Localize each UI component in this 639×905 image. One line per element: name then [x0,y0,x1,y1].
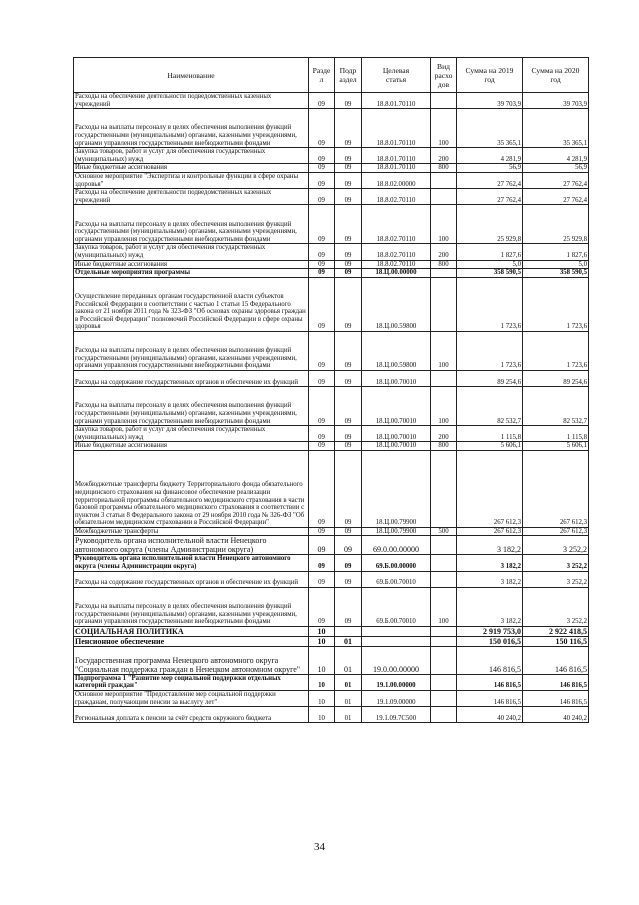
header-podrazdel: Подр аздел [335,58,362,93]
table-row [74,426,589,442]
cell-celevaya-statya: 18.Ц.00.59800 [362,277,431,331]
cell-razdel: 09 [309,331,335,370]
cell-sum-2019: 27 762,4 [457,189,523,205]
cell-vid-rashodov [431,269,457,278]
table-row [74,164,589,173]
cell-name: Расходы на выплаты персоналу в целях обеспечения выполнения функций государственными (муниципальными) органами, казенными учреждениями, органами управления государственными внебюджетными фондами [74,205,309,244]
cell-podrazdel: 09 [335,277,362,331]
cell-celevaya-statya: 18.8.01.70110 [362,109,431,148]
cell-podrazdel: 09 [335,189,362,205]
cell-sum-2019: 82 532,7 [457,387,523,426]
cell-sum-2019: 146 816,5 [457,691,523,707]
cell-name: Основное мероприятие "Экспертиза и контрольные функции в сфере охраны здоровья" [74,172,309,188]
cell-sum-2019: 267 612,3 [457,527,523,536]
table-row [74,450,589,527]
cell-sum-2019: 25 929,8 [457,205,523,244]
cell-sum-2019: 2 919 753,0 [457,626,523,636]
cell-sum-2020: 1 723,6 [523,331,589,370]
cell-razdel: 09 [309,269,335,278]
cell-sum-2019: 1 723,6 [457,277,523,331]
cell-celevaya-statya: 18.8.02.00000 [362,172,431,188]
cell-sum-2020: 1 827,6 [523,244,589,260]
cell-sum-2019: 27 762,4 [457,172,523,188]
cell-celevaya-statya: 18.8.01.70110 [362,164,431,173]
cell-razdel: 09 [309,148,335,164]
cell-podrazdel: 01 [335,636,362,646]
cell-razdel: 10 [309,691,335,707]
cell-celevaya-statya: 69.Б.00.00000 [362,555,431,571]
cell-sum-2019: 5 606,1 [457,442,523,451]
cell-razdel: 09 [309,205,335,244]
table-row [74,277,589,331]
cell-podrazdel: 09 [335,370,362,386]
cell-podrazdel: 01 [335,707,362,723]
cell-sum-2020: 39 703,9 [523,93,589,109]
cell-sum-2019: 3 182,2 [457,587,523,626]
cell-sum-2019: 150 016,5 [457,636,523,646]
cell-sum-2020: 1 723,6 [523,277,589,331]
budget-table [73,57,589,723]
cell-name: Расходы на содержание государственных органов и обеспечение их функций [74,370,309,386]
table-row [74,587,589,626]
cell-razdel: 09 [309,109,335,148]
cell-sum-2019: 56,9 [457,164,523,173]
cell-name: Иные бюджетные ассигнования [74,442,309,451]
cell-sum-2019: 3 182,2 [457,571,523,587]
table-row [74,269,589,278]
cell-razdel: 09 [309,450,335,527]
cell-vid-rashodov: 500 [431,527,457,536]
cell-celevaya-statya: 18.8.02.70110 [362,205,431,244]
cell-name: Осуществление переданных органам государственной власти субъектов Российской Федерации в соответствии с частью 1 статьи 15 Федерального закона от 21 ноября 2011 года № 323-ФЗ "Об основах охраны здоровья граждан в Российской Федерации" полномочий Российской Федерации в сфере охраны здоровья [74,277,309,331]
cell-celevaya-statya: 69.0.00.00000 [362,536,431,555]
cell-celevaya-statya [362,636,431,646]
cell-razdel: 10 [309,707,335,723]
cell-celevaya-statya: 18.8.02.70110 [362,260,431,269]
cell-vid-rashodov: 800 [431,164,457,173]
cell-podrazdel: 09 [335,269,362,278]
cell-podrazdel: 09 [335,172,362,188]
cell-vid-rashodov: 100 [431,331,457,370]
cell-sum-2019: 39 703,9 [457,93,523,109]
cell-name: Расходы на содержание государственных органов и обеспечение их функций [74,571,309,587]
cell-celevaya-statya: 18.Ц.00.70010 [362,370,431,386]
cell-vid-rashodov [431,646,457,674]
cell-celevaya-statya: 19.1.09.7С500 [362,707,431,723]
cell-sum-2019: 146 816,5 [457,674,523,690]
cell-name: Иные бюджетные ассигнования [74,260,309,269]
cell-sum-2020: 267 612,3 [523,527,589,536]
cell-sum-2020: 2 922 418,5 [523,626,589,636]
cell-name: СОЦИАЛЬНАЯ ПОЛИТИКА [74,626,309,636]
page-number: 34 [314,841,325,853]
cell-celevaya-statya: 18.Ц.00.70010 [362,442,431,451]
cell-name: Расходы на выплаты персоналу в целях обеспечения выполнения функций государственными (муниципальными) органами, казенными учреждениями, органами управления государственными внебюджетными фондами [74,387,309,426]
cell-podrazdel [335,626,362,636]
cell-vid-rashodov: 100 [431,387,457,426]
cell-vid-rashodov: 200 [431,148,457,164]
cell-razdel: 09 [309,536,335,555]
cell-vid-rashodov [431,626,457,636]
cell-sum-2019: 358 590,5 [457,269,523,278]
cell-vid-rashodov [431,172,457,188]
cell-razdel: 09 [309,442,335,451]
cell-podrazdel: 09 [335,527,362,536]
table-row [74,260,589,269]
cell-vid-rashodov: 100 [431,205,457,244]
cell-sum-2020: 5,0 [523,260,589,269]
cell-sum-2019: 1 827,6 [457,244,523,260]
cell-sum-2020: 89 254,6 [523,370,589,386]
cell-sum-2019: 267 612,3 [457,450,523,527]
cell-sum-2020: 27 762,4 [523,172,589,188]
cell-celevaya-statya: 18.Ц.00.70010 [362,426,431,442]
cell-vid-rashodov [431,707,457,723]
cell-name: Закупка товаров, работ и услуг для обеспечения государственных (муниципальных) нужд [74,426,309,442]
table-row [74,636,589,646]
cell-name: Расходы на выплаты персоналу в целях обеспечения выполнения функций государственными (муниципальными) органами, казенными учреждениями, органами управления государственными внебюджетными фондами [74,109,309,148]
table-row [74,331,589,370]
cell-sum-2019: 35 365,1 [457,109,523,148]
cell-celevaya-statya: 19.1.00.00000 [362,674,431,690]
cell-name: Иные бюджетные ассигнования [74,164,309,173]
cell-sum-2020: 3 252,2 [523,555,589,571]
cell-sum-2020: 1 115,8 [523,426,589,442]
cell-razdel: 09 [309,370,335,386]
cell-sum-2020: 146 816,5 [523,646,589,674]
cell-razdel: 09 [309,244,335,260]
cell-podrazdel: 09 [335,93,362,109]
cell-podrazdel: 09 [335,244,362,260]
cell-razdel: 10 [309,646,335,674]
cell-podrazdel: 09 [335,536,362,555]
cell-razdel: 09 [309,189,335,205]
budget-table-page [73,57,588,723]
cell-name: Руководитель органа исполнительной власти Ненецкого автономного округа (члены Администрации округа) [74,536,309,555]
table-row [74,205,589,244]
cell-celevaya-statya: 18.Ц.00.00000 [362,269,431,278]
cell-sum-2020: 5 606,1 [523,442,589,451]
cell-vid-rashodov [431,93,457,109]
cell-vid-rashodov: 100 [431,587,457,626]
cell-name: Межбюджетные трансферты бюджету Территориального фонда обязательного медицинского страхования на финансовое обеспечение реализации территориальной программы обязательного медицинского страхования в части базовой программы обязательного медицинского страхования в соответствии с пунктом 3 статьи 8 Федерального закона от 29 ноября 2010 года № 326-ФЗ "Об обязательном медицинском страховании в Российской Федерации" [74,450,309,527]
cell-podrazdel: 09 [335,571,362,587]
cell-vid-rashodov: 100 [431,109,457,148]
cell-razdel: 09 [309,426,335,442]
cell-vid-rashodov: 800 [431,442,457,451]
cell-celevaya-statya: 18.8.02.70110 [362,189,431,205]
cell-name: Государственная программа Ненецкого автономного округа "Социальная поддержка граждан в Ненецком автономном округе" [74,646,309,674]
cell-sum-2019: 146 816,5 [457,646,523,674]
cell-name: Пенсионное обеспечение [74,636,309,646]
cell-sum-2020: 25 929,8 [523,205,589,244]
cell-vid-rashodov [431,450,457,527]
cell-celevaya-statya: 19.1.09.00000 [362,691,431,707]
table-body [74,93,589,723]
cell-name: Расходы на обеспечение деятельности подведомственных казенных учреждений [74,189,309,205]
cell-razdel: 09 [309,172,335,188]
cell-vid-rashodov [431,189,457,205]
cell-podrazdel: 09 [335,205,362,244]
cell-vid-rashodov: 200 [431,426,457,442]
cell-vid-rashodov [431,691,457,707]
table-row [74,442,589,451]
cell-vid-rashodov [431,571,457,587]
table-row [74,674,589,690]
cell-vid-rashodov [431,636,457,646]
cell-podrazdel: 09 [335,148,362,164]
cell-name: Региональная доплата к пенсии за счёт средств окружного бюджета [74,707,309,723]
cell-razdel: 10 [309,674,335,690]
cell-sum-2019: 89 254,6 [457,370,523,386]
cell-name: Закупка товаров, работ и услуг для обеспечения государственных (муниципальных) нужд [74,244,309,260]
cell-celevaya-statya: 18.Ц.00.79900 [362,527,431,536]
cell-celevaya-statya: 19.0.00.00000 [362,646,431,674]
cell-sum-2019: 3 182,2 [457,536,523,555]
cell-name: Расходы на выплаты персоналу в целях обеспечения выполнения функций государственными (муниципальными) органами, казенными учреждениями, органами управления государственными внебюджетными фондами [74,587,309,626]
header-name: Наименование [74,58,309,93]
cell-podrazdel: 09 [335,387,362,426]
cell-razdel: 09 [309,527,335,536]
table-row [74,189,589,205]
cell-razdel: 09 [309,260,335,269]
table-row [74,707,589,723]
cell-celevaya-statya: 18.8.01.70110 [362,93,431,109]
cell-name: Подпрограмма 1 "Развитие мер социальной поддержки отдельных категорий граждан" [74,674,309,690]
table-row [74,536,589,555]
cell-vid-rashodov [431,370,457,386]
cell-celevaya-statya: 18.Ц.00.70010 [362,387,431,426]
cell-sum-2020: 27 762,4 [523,189,589,205]
cell-name: Расходы на выплаты персоналу в целях обеспечения выполнения функций государственными (муниципальными) органами, казенными учреждениями, органами управления государственными внебюджетными фондами [74,331,309,370]
cell-podrazdel: 09 [335,450,362,527]
table-row [74,172,589,188]
header-vid-rashodov: Вид расхо дов [431,58,457,93]
cell-name: Руководитель органа исполнительной власти Ненецкого автономного округа (члены Администрации округа) [74,555,309,571]
cell-podrazdel: 09 [335,331,362,370]
cell-celevaya-statya: 18.Ц.00.59800 [362,331,431,370]
cell-podrazdel: 09 [335,164,362,173]
cell-vid-rashodov: 800 [431,260,457,269]
table-row [74,387,589,426]
cell-sum-2020: 146 816,5 [523,674,589,690]
cell-sum-2020: 146 816,5 [523,691,589,707]
cell-sum-2019: 1 723,6 [457,331,523,370]
cell-sum-2019: 4 281,9 [457,148,523,164]
table-row [74,93,589,109]
cell-sum-2019: 1 115,8 [457,426,523,442]
cell-sum-2020: 3 252,2 [523,571,589,587]
cell-sum-2020: 150 116,5 [523,636,589,646]
table-header-row [74,58,589,93]
table-row [74,626,589,636]
cell-sum-2020: 267 612,3 [523,450,589,527]
cell-sum-2019: 5,0 [457,260,523,269]
cell-razdel: 09 [309,164,335,173]
cell-sum-2019: 40 240,2 [457,707,523,723]
cell-razdel: 09 [309,93,335,109]
cell-sum-2020: 35 365,1 [523,109,589,148]
header-celevaya-statya: Целевая статья [362,58,431,93]
cell-celevaya-statya: 18.8.02.70110 [362,244,431,260]
cell-celevaya-statya: 18.8.01.70110 [362,148,431,164]
cell-vid-rashodov: 200 [431,244,457,260]
cell-celevaya-statya: 18.Ц.00.79900 [362,450,431,527]
cell-vid-rashodov [431,277,457,331]
table-row [74,555,589,571]
cell-sum-2020: 358 590,5 [523,269,589,278]
table-row [74,571,589,587]
cell-razdel: 09 [309,555,335,571]
table-row [74,109,589,148]
cell-podrazdel: 09 [335,109,362,148]
cell-sum-2020: 3 252,2 [523,536,589,555]
cell-podrazdel: 01 [335,674,362,690]
cell-vid-rashodov [431,555,457,571]
table-row [74,370,589,386]
table-row [74,148,589,164]
cell-vid-rashodov [431,674,457,690]
cell-podrazdel: 01 [335,691,362,707]
cell-name: Закупка товаров, работ и услуг для обеспечения государственных (муниципальных) нужд [74,148,309,164]
cell-razdel: 10 [309,626,335,636]
cell-name: Отдельные мероприятия программы [74,269,309,278]
cell-sum-2020: 4 281,9 [523,148,589,164]
cell-podrazdel: 09 [335,260,362,269]
cell-sum-2019: 3 182,2 [457,555,523,571]
cell-podrazdel: 09 [335,587,362,626]
cell-podrazdel: 09 [335,426,362,442]
cell-celevaya-statya: 69.Б.00.70010 [362,571,431,587]
cell-name: Расходы на обеспечение деятельности подведомственных казенных учреждений [74,93,309,109]
table-row [74,527,589,536]
cell-podrazdel: 09 [335,442,362,451]
cell-razdel: 09 [309,277,335,331]
cell-razdel: 09 [309,387,335,426]
cell-razdel: 09 [309,587,335,626]
table-row [74,646,589,674]
cell-name: Межбюджетные трансферты [74,527,309,536]
cell-sum-2020: 82 532,7 [523,387,589,426]
cell-celevaya-statya: 69.Б.00.70010 [362,587,431,626]
header-sum-2019: Сумма на 2019 год [457,58,523,93]
cell-razdel: 10 [309,636,335,646]
cell-name: Основное мероприятие "Предоставление мер социальной поддержки гражданам, получающим пенсии за выслугу лет" [74,691,309,707]
cell-sum-2020: 3 252,2 [523,587,589,626]
header-razdel: Разде л [309,58,335,93]
cell-razdel: 09 [309,571,335,587]
cell-podrazdel: 09 [335,555,362,571]
table-row [74,244,589,260]
cell-sum-2020: 40 240,2 [523,707,589,723]
table-row [74,691,589,707]
cell-vid-rashodov [431,536,457,555]
cell-celevaya-statya [362,626,431,636]
header-sum-2020: Сумма на 2020 год [523,58,589,93]
cell-podrazdel: 01 [335,646,362,674]
cell-sum-2020: 56,9 [523,164,589,173]
